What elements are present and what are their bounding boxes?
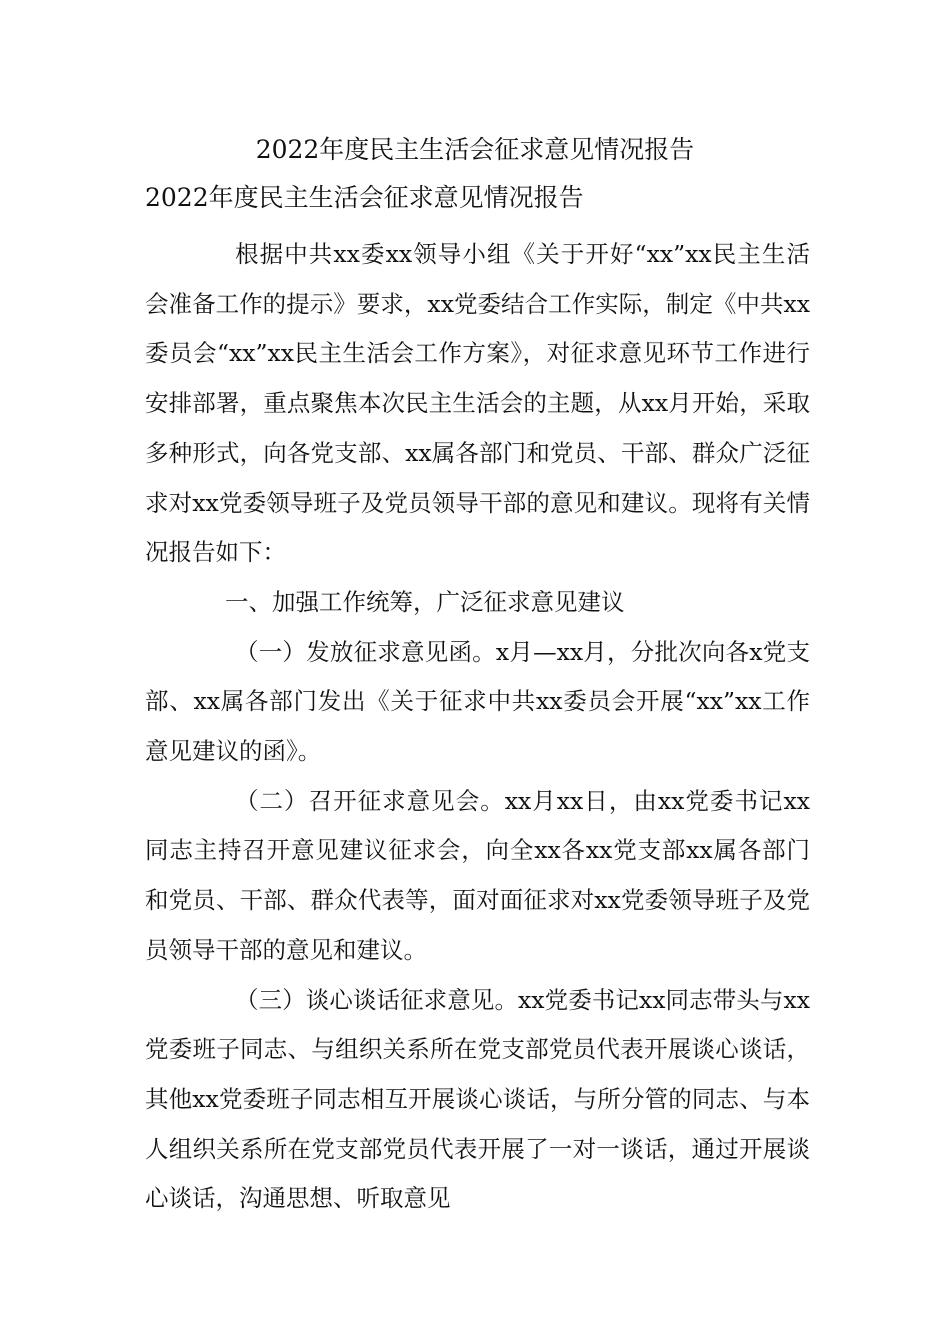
- section-heading-1: 一、加强工作统筹，广泛征求意见建议: [225, 587, 625, 616]
- paragraph-item-2: （二）召开征求意见会。xx月xx日，由xx党委书记xx同志主持召开意见建议征求会，向全xx各xx党支部xx属各部门和党员、干部、群众代表等，面对面征求对xx党委领导班子及党员领导干部的意见和建议。: [145, 786, 810, 964]
- document-title: 2022年度民主生活会征求意见情况报告: [255, 135, 695, 164]
- document-subtitle: 2022年度民主生活会征求意见情况报告: [145, 183, 584, 212]
- document-body: [145, 230, 810, 1224]
- paragraph-intro: 根据中共xx委xx领导小组《关于开好“xx”xx民主生活会准备工作的提示》要求，xx党委结合工作实际，制定《中共xx委员会“xx”xx民主生活会工作方案》，对征求意见环节工作进行安排部署，重点聚焦本次民主生活会的主题，从xx月开始，采取多种形式，向各党支部、xx属各部门和党员、干部、群众广泛征求对xx党委领导班子及党员领导干部的意见和建议。现将有关情况报告如下：: [145, 240, 810, 567]
- paragraph-item-3: （三）谈心谈话征求意见。xx党委书记xx同志带头与xx党委班子同志、与组织关系所在党支部党员代表开展谈心谈话，其他xx党委班子同志相互开展谈心谈话，与所分管的同志、与本人组织关系所在党支部党员代表开展了一对一谈话，通过开展谈心谈话，沟通思想、听取意见: [145, 985, 810, 1213]
- paragraph-item-1: （一）发放征求意见函。x月—xx月，分批次向各x党支部、xx属各部门发出《关于征求中共xx委员会开展“xx”xx工作意见建议的函》。: [145, 637, 810, 766]
